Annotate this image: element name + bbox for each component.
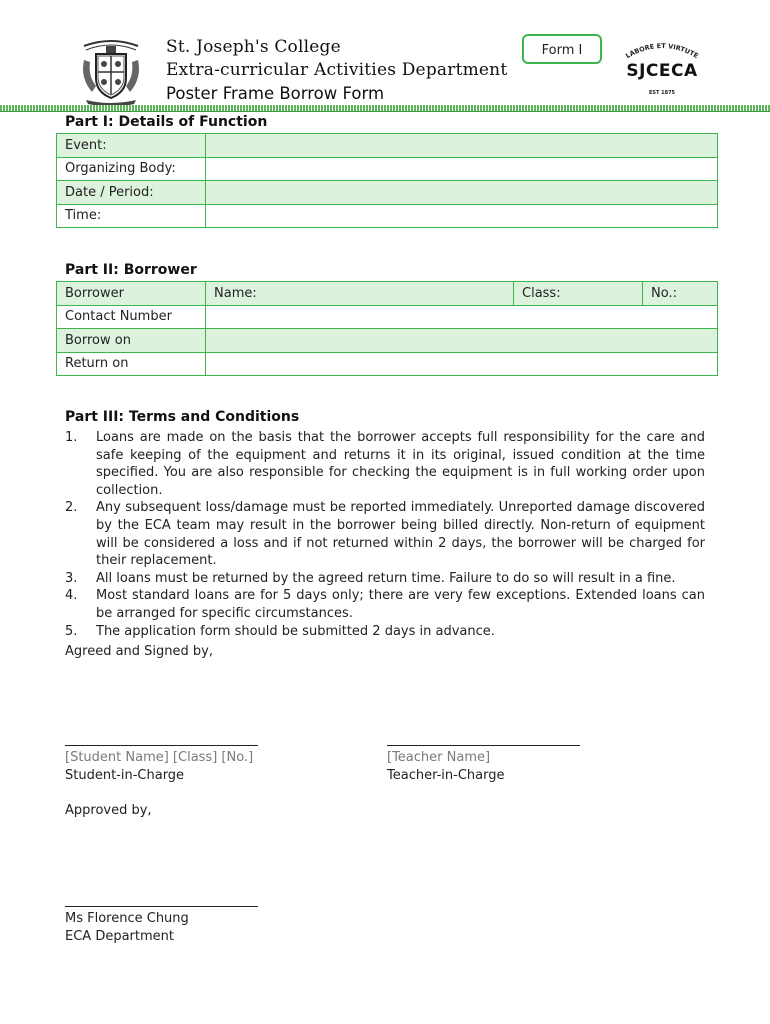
table-row	[57, 157, 718, 181]
item-number: 1.	[65, 430, 78, 445]
student-signature-line[interactable]	[65, 745, 258, 746]
list-item	[65, 570, 705, 588]
time-label: Time:	[57, 204, 206, 228]
contact-number-label: Contact Number	[57, 305, 206, 329]
teacher-name-placeholder[interactable]: [Teacher Name]	[387, 750, 491, 765]
college-name: St. Joseph's College	[166, 37, 341, 57]
department-name: Extra-curricular Activities Department	[166, 60, 508, 80]
teacher-role: Teacher-in-Charge	[387, 768, 505, 783]
date-period-label: Date / Period:	[57, 181, 206, 205]
list-item	[65, 429, 705, 499]
form-title: Poster Frame Borrow Form	[166, 84, 385, 103]
borrow-on-label: Borrow on	[57, 329, 206, 353]
form-badge: Form I	[522, 34, 602, 64]
list-item	[65, 587, 705, 622]
number-field[interactable]: No.:	[643, 282, 718, 306]
table-row	[57, 282, 718, 306]
part2-title: Part II: Borrower	[65, 262, 197, 278]
college-crest-icon	[76, 34, 146, 106]
contact-number-field[interactable]	[206, 305, 718, 329]
svg-text:EST 1875: EST 1875	[648, 90, 676, 96]
terms-list	[65, 429, 705, 640]
table-row	[57, 352, 718, 376]
organizing-body-field[interactable]	[206, 157, 718, 181]
list-item	[65, 499, 705, 569]
table-row	[57, 329, 718, 353]
teacher-signature-line[interactable]	[387, 745, 580, 746]
svg-text:LABORE ET VIRTUTE: LABORE ET VIRTUTE	[624, 41, 700, 61]
header-title-block	[166, 36, 507, 105]
part1-table	[56, 133, 718, 228]
approver-signature-line[interactable]	[65, 906, 258, 907]
part3-title: Part III: Terms and Conditions	[65, 409, 300, 425]
borrower-label: Borrower	[57, 282, 206, 306]
item-text: Loans are made on the basis that the borrower accepts full responsibility for the care and safe keeping of the equipment and returns it in its original, issued condition at the time specified. You are also responsible for checking the equipment is in full working order upon collection.	[96, 430, 705, 498]
table-row	[57, 305, 718, 329]
svg-text:SJCECA: SJCECA	[626, 61, 698, 81]
item-text: Any subsequent loss/damage must be reported immediately. Unreported damage discovered by the ECA team may result in the borrower being billed directly. Non-return of equipment will be considered a loss and if not returned within 2 days, the borrower will be charged for their replacement.	[96, 500, 705, 569]
table-row	[57, 204, 718, 228]
class-field[interactable]: Class:	[514, 282, 643, 306]
date-period-field[interactable]	[206, 181, 718, 205]
item-number: 2.	[65, 500, 78, 516]
borrow-on-field[interactable]	[206, 329, 718, 353]
item-text: All loans must be returned by the agreed return time. Failure to do so will result in a fine.	[96, 570, 676, 586]
header-divider-line	[0, 111, 770, 112]
item-text: The application form should be submitted 2 days in advance.	[96, 623, 495, 639]
approved-by-label: Approved by,	[65, 803, 152, 818]
approver-department: ECA Department	[65, 929, 174, 944]
time-field[interactable]	[206, 204, 718, 228]
return-on-field[interactable]	[206, 352, 718, 376]
item-number: 5.	[65, 623, 78, 639]
item-number: 3.	[65, 570, 78, 586]
table-row	[57, 134, 718, 158]
item-number: 4.	[65, 588, 78, 604]
item-text: Most standard loans are for 5 days only; there are very few exceptions. Extended loans can be arranged for specific circumstances.	[96, 588, 705, 621]
sjceca-logo-icon	[612, 40, 712, 96]
event-label: Event:	[57, 134, 206, 158]
table-row	[57, 181, 718, 205]
student-name-placeholder[interactable]: [Student Name] [Class] [No.]	[65, 750, 254, 765]
approver-name: Ms Florence Chung	[65, 911, 189, 926]
part2-table	[56, 281, 718, 376]
agreed-signed-label: Agreed and Signed by,	[65, 644, 213, 659]
part1-title: Part I: Details of Function	[65, 114, 268, 130]
name-field[interactable]: Name:	[206, 282, 514, 306]
student-role: Student-in-Charge	[65, 768, 185, 783]
event-field[interactable]	[206, 134, 718, 158]
list-item	[65, 623, 705, 641]
return-on-label: Return on	[57, 352, 206, 376]
organizing-body-label: Organizing Body:	[57, 157, 206, 181]
